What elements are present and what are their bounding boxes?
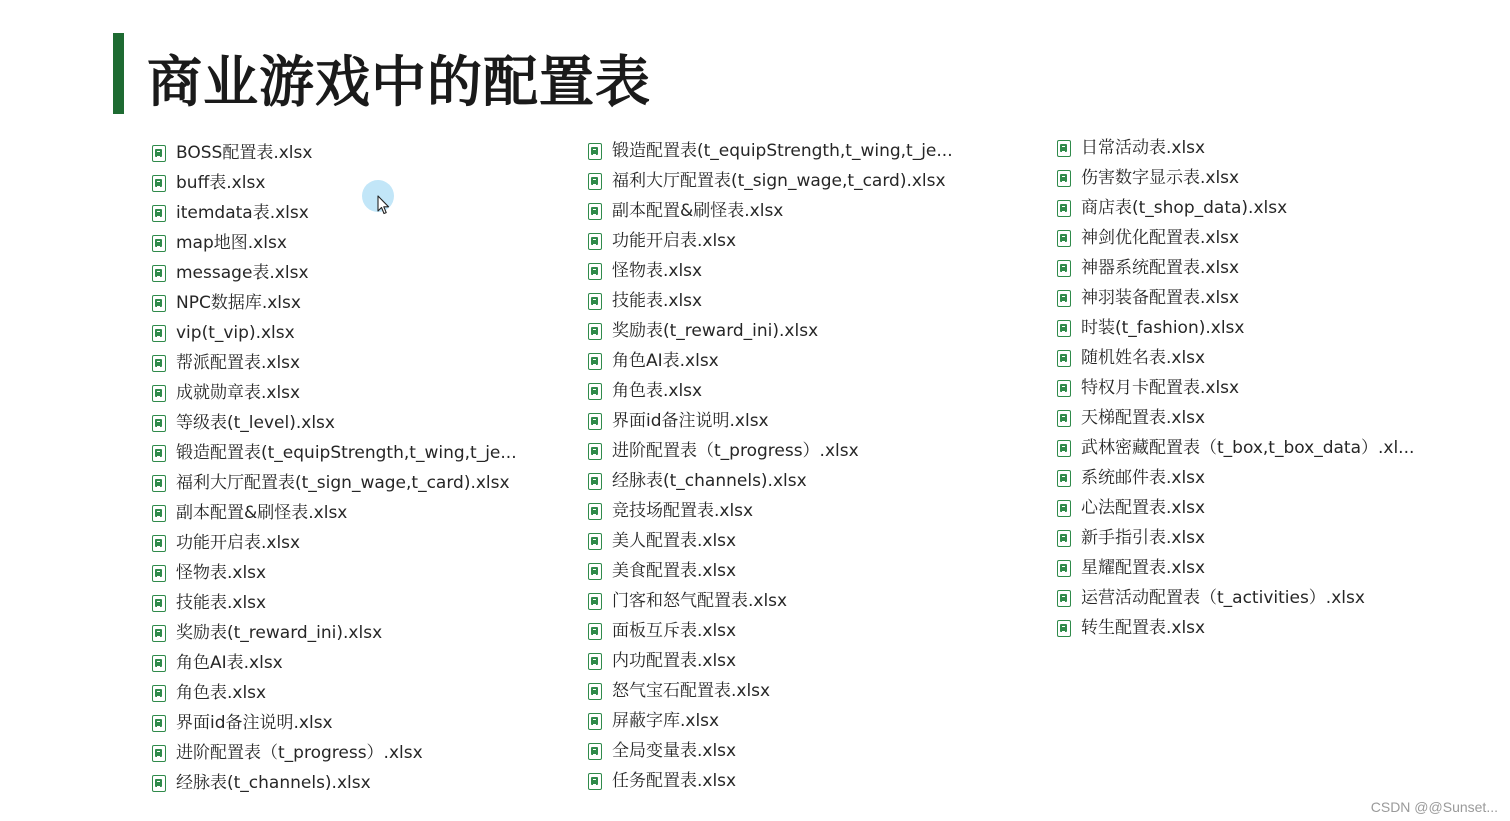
excel-file-icon — [1057, 350, 1071, 367]
file-list-item[interactable] — [152, 708, 517, 738]
excel-file-icon — [588, 563, 602, 580]
file-list-item[interactable] — [1057, 343, 1414, 373]
file-list-item[interactable] — [1057, 223, 1414, 253]
excel-file-icon — [1057, 470, 1071, 487]
page-title: 商业游戏中的配置表 — [147, 50, 652, 114]
excel-file-icon — [588, 443, 602, 460]
file-name: 锻造配置表(t_equipStrength,t_wing,t_je... — [176, 443, 517, 463]
file-name: 全局变量表.xlsx — [612, 741, 737, 761]
file-list-item[interactable] — [588, 616, 953, 646]
excel-file-icon — [588, 293, 602, 310]
mouse-pointer-icon — [377, 195, 391, 215]
file-list-item[interactable] — [152, 588, 517, 618]
file-list-item[interactable] — [1057, 523, 1414, 553]
excel-file-icon — [152, 595, 166, 612]
excel-file-icon — [588, 173, 602, 190]
excel-file-icon — [152, 685, 166, 702]
file-name: 神器系统配置表.xlsx — [1081, 258, 1240, 278]
excel-file-icon — [152, 745, 166, 762]
excel-file-icon — [588, 143, 602, 160]
excel-file-icon — [152, 415, 166, 432]
file-name: 怪物表.xlsx — [176, 563, 267, 583]
file-name: 副本配置&刷怪表.xlsx — [176, 503, 348, 523]
excel-file-icon — [588, 683, 602, 700]
excel-file-icon — [152, 775, 166, 792]
file-list-item[interactable] — [588, 706, 953, 736]
file-list-item[interactable] — [588, 676, 953, 706]
excel-file-icon — [1057, 140, 1071, 157]
excel-file-icon — [588, 353, 602, 370]
file-name: 奖励表(t_reward_ini).xlsx — [612, 321, 819, 341]
file-list-item[interactable] — [588, 316, 953, 346]
file-list-item[interactable] — [152, 168, 517, 198]
file-name: 屏蔽字库.xlsx — [612, 711, 720, 731]
file-name: 技能表.xlsx — [612, 291, 703, 311]
excel-file-icon — [588, 383, 602, 400]
file-name: 进阶配置表（t_progress）.xlsx — [612, 441, 859, 461]
file-list-item[interactable] — [1057, 433, 1414, 463]
file-list-item[interactable] — [588, 196, 953, 226]
file-name: 成就勋章表.xlsx — [176, 383, 301, 403]
file-name: 福利大厅配置表(t_sign_wage,t_card).xlsx — [176, 473, 510, 493]
file-name: itemdata表.xlsx — [176, 203, 309, 223]
file-name: 运营活动配置表（t_activities）.xlsx — [1081, 588, 1365, 608]
file-list-item[interactable] — [1057, 463, 1414, 493]
excel-file-icon — [588, 593, 602, 610]
excel-file-icon — [152, 325, 166, 342]
excel-file-icon — [1057, 320, 1071, 337]
excel-file-icon — [588, 773, 602, 790]
file-list-item[interactable] — [152, 468, 517, 498]
file-name: 随机姓名表.xlsx — [1081, 348, 1206, 368]
excel-file-icon — [152, 715, 166, 732]
excel-file-icon — [588, 323, 602, 340]
excel-file-icon — [588, 203, 602, 220]
file-list-item[interactable] — [152, 318, 517, 348]
file-name: 经脉表(t_channels).xlsx — [176, 773, 371, 793]
file-name: 神剑优化配置表.xlsx — [1081, 228, 1240, 248]
file-name: 门客和怒气配置表.xlsx — [612, 591, 788, 611]
file-list-item[interactable] — [152, 768, 517, 798]
file-name: 进阶配置表（t_progress）.xlsx — [176, 743, 423, 763]
excel-file-icon — [1057, 530, 1071, 547]
excel-file-icon — [152, 505, 166, 522]
file-name: 系统邮件表.xlsx — [1081, 468, 1206, 488]
file-list-item[interactable] — [588, 166, 953, 196]
excel-file-icon — [1057, 290, 1071, 307]
excel-file-icon — [152, 565, 166, 582]
excel-file-icon — [152, 175, 166, 192]
excel-file-icon — [1057, 380, 1071, 397]
file-name: 商店表(t_shop_data).xlsx — [1081, 198, 1288, 218]
excel-file-icon — [152, 475, 166, 492]
file-name: 面板互斥表.xlsx — [612, 621, 737, 641]
file-list-item[interactable] — [1057, 493, 1414, 523]
excel-file-icon — [1057, 500, 1071, 517]
file-name: BOSS配置表.xlsx — [176, 143, 313, 163]
file-list-item[interactable] — [152, 738, 517, 768]
file-list-item[interactable] — [1057, 313, 1414, 343]
excel-file-icon — [1057, 560, 1071, 577]
excel-file-icon — [152, 295, 166, 312]
file-list-item[interactable] — [588, 736, 953, 766]
excel-file-icon — [152, 535, 166, 552]
file-name: 天梯配置表.xlsx — [1081, 408, 1206, 428]
excel-file-icon — [152, 265, 166, 282]
excel-file-icon — [152, 235, 166, 252]
file-list-item[interactable] — [1057, 403, 1414, 433]
excel-file-icon — [588, 533, 602, 550]
file-list-item[interactable] — [588, 346, 953, 376]
file-list-item[interactable] — [588, 466, 953, 496]
file-list-item[interactable] — [152, 678, 517, 708]
excel-file-icon — [152, 355, 166, 372]
watermark: CSDN @@Sunset... — [1370, 799, 1498, 815]
file-name: 心法配置表.xlsx — [1081, 498, 1206, 518]
file-name: 福利大厅配置表(t_sign_wage,t_card).xlsx — [612, 171, 946, 191]
file-name: buff表.xlsx — [176, 173, 266, 193]
file-list-item[interactable] — [1057, 133, 1414, 163]
file-list-item[interactable] — [588, 766, 953, 796]
file-name: 竞技场配置表.xlsx — [612, 501, 754, 521]
file-list-item[interactable] — [588, 526, 953, 556]
excel-file-icon — [1057, 230, 1071, 247]
file-list-item[interactable] — [588, 376, 953, 406]
file-name: 神羽装备配置表.xlsx — [1081, 288, 1240, 308]
file-list-item[interactable] — [1057, 163, 1414, 193]
file-name: 美食配置表.xlsx — [612, 561, 737, 581]
file-list-item[interactable] — [152, 558, 517, 588]
file-name: 内功配置表.xlsx — [612, 651, 737, 671]
file-name: 界面id备注说明.xlsx — [176, 713, 333, 733]
excel-file-icon — [152, 655, 166, 672]
file-list-item[interactable] — [1057, 283, 1414, 313]
file-name: 怪物表.xlsx — [612, 261, 703, 281]
file-list-item[interactable] — [1057, 583, 1414, 613]
file-list-item[interactable] — [588, 556, 953, 586]
file-name: 经脉表(t_channels).xlsx — [612, 471, 807, 491]
file-name: 转生配置表.xlsx — [1081, 618, 1206, 638]
file-list-item[interactable] — [588, 256, 953, 286]
file-name: 副本配置&刷怪表.xlsx — [612, 201, 784, 221]
file-list-item[interactable] — [152, 408, 517, 438]
excel-file-icon — [1057, 200, 1071, 217]
excel-file-icon — [152, 145, 166, 162]
file-list-item[interactable] — [588, 226, 953, 256]
file-list-item[interactable] — [152, 198, 517, 228]
file-name: 新手指引表.xlsx — [1081, 528, 1206, 548]
file-list-item[interactable] — [1057, 253, 1414, 283]
file-name: 日常活动表.xlsx — [1081, 138, 1206, 158]
file-list-item[interactable] — [588, 286, 953, 316]
excel-file-icon — [152, 205, 166, 222]
file-name: 角色表.xlsx — [612, 381, 703, 401]
file-list-item[interactable] — [1057, 613, 1414, 643]
excel-file-icon — [588, 503, 602, 520]
file-list-item[interactable] — [1057, 193, 1414, 223]
file-name: 怒气宝石配置表.xlsx — [612, 681, 771, 701]
file-name: 时装(t_fashion).xlsx — [1081, 318, 1245, 338]
file-name: 界面id备注说明.xlsx — [612, 411, 769, 431]
file-list-item[interactable] — [152, 258, 517, 288]
file-name: 等级表(t_level).xlsx — [176, 413, 335, 433]
excel-file-icon — [588, 263, 602, 280]
file-list-item[interactable] — [152, 618, 517, 648]
file-name: NPC数据库.xlsx — [176, 293, 301, 313]
excel-file-icon — [152, 385, 166, 402]
file-list-item[interactable] — [152, 648, 517, 678]
excel-file-icon — [1057, 170, 1071, 187]
excel-file-icon — [152, 625, 166, 642]
excel-file-icon — [588, 473, 602, 490]
excel-file-icon — [588, 413, 602, 430]
excel-file-icon — [588, 713, 602, 730]
file-list-item[interactable] — [152, 438, 517, 468]
file-list-item[interactable] — [152, 348, 517, 378]
file-name: 角色AI表.xlsx — [612, 351, 719, 371]
file-list-item[interactable] — [152, 288, 517, 318]
file-name: 奖励表(t_reward_ini).xlsx — [176, 623, 383, 643]
excel-file-icon — [1057, 590, 1071, 607]
file-list-column-1 — [152, 138, 517, 798]
file-name: 角色AI表.xlsx — [176, 653, 283, 673]
file-list-column-3 — [1057, 133, 1414, 643]
file-list-item[interactable] — [1057, 373, 1414, 403]
excel-file-icon — [152, 445, 166, 462]
file-list-item[interactable] — [588, 496, 953, 526]
file-name: message表.xlsx — [176, 263, 309, 283]
file-name: 锻造配置表(t_equipStrength,t_wing,t_je... — [612, 141, 953, 161]
file-name: 特权月卡配置表.xlsx — [1081, 378, 1240, 398]
file-name: 任务配置表.xlsx — [612, 771, 737, 791]
file-name: 美人配置表.xlsx — [612, 531, 737, 551]
file-list-column-2 — [588, 136, 953, 796]
file-list-item[interactable] — [588, 586, 953, 616]
file-list-item[interactable] — [588, 136, 953, 166]
excel-file-icon — [1057, 440, 1071, 457]
title-accent-bar — [113, 33, 124, 114]
file-name: map地图.xlsx — [176, 233, 287, 253]
file-list-item[interactable] — [588, 406, 953, 436]
excel-file-icon — [1057, 260, 1071, 277]
file-list-item[interactable] — [588, 646, 953, 676]
file-name: 功能开启表.xlsx — [612, 231, 737, 251]
file-name: 星耀配置表.xlsx — [1081, 558, 1206, 578]
excel-file-icon — [1057, 410, 1071, 427]
file-list-item[interactable] — [152, 228, 517, 258]
file-name: 伤害数字显示表.xlsx — [1081, 168, 1240, 188]
excel-file-icon — [588, 653, 602, 670]
file-list-item[interactable] — [152, 378, 517, 408]
excel-file-icon — [588, 743, 602, 760]
file-list-item[interactable] — [588, 436, 953, 466]
file-name: 功能开启表.xlsx — [176, 533, 301, 553]
file-name: 技能表.xlsx — [176, 593, 267, 613]
file-list-item[interactable] — [1057, 553, 1414, 583]
file-list-item[interactable] — [152, 528, 517, 558]
file-name: 帮派配置表.xlsx — [176, 353, 301, 373]
file-list-item[interactable] — [152, 498, 517, 528]
excel-file-icon — [588, 233, 602, 250]
excel-file-icon — [1057, 620, 1071, 637]
file-list-item[interactable] — [152, 138, 517, 168]
file-name: 武林密藏配置表（t_box,t_box_data）.xl... — [1081, 438, 1415, 458]
file-name: 角色表.xlsx — [176, 683, 267, 703]
excel-file-icon — [588, 623, 602, 640]
file-name: vip(t_vip).xlsx — [176, 323, 295, 343]
